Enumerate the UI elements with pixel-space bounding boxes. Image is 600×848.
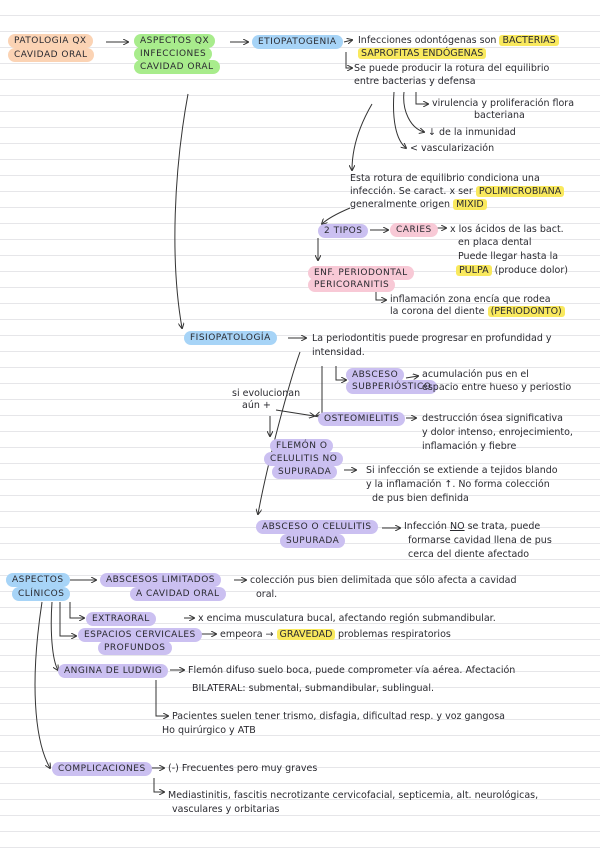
etio-line3: Se puede producir la rotura del equilibrio — [354, 63, 550, 74]
etio-sub1: virulencia y proliferación flora — [432, 98, 575, 109]
caries-desc3: Puede llegar hasta la — [458, 251, 559, 262]
rotura-line3: generalmente origen MIXID — [350, 198, 487, 211]
arrow-rotura-to-tipos — [322, 208, 350, 224]
osteo-desc1: destrucción ósea significativa — [422, 413, 563, 424]
aspectos-clinicos-line2: CLÍNICOS — [12, 587, 70, 601]
aspectos-qx-line2: INFECCIONES — [134, 47, 212, 61]
si-evolucionan: si evolucionan — [232, 388, 301, 399]
absceso-celulitis-tag-line1: ABSCESO O CELULITIS — [256, 520, 378, 534]
angina-ludwig-tag: ANGINA DE LUDWIG — [58, 664, 168, 678]
arrow-sub1 — [416, 92, 428, 104]
osteo-desc3: inflamación y fiebre — [422, 441, 517, 452]
etio-sub3: < vascularización — [410, 143, 495, 154]
comp-desc3: vasculares y orbitarias — [172, 804, 280, 815]
arrow-angina-down — [156, 680, 168, 716]
complicaciones-tag: COMPLICACIONES — [52, 762, 152, 776]
caries-desc4: PULPA (produce dolor) — [456, 264, 568, 277]
arrow-enf-to-inf — [376, 292, 386, 300]
arrow-to-angina — [51, 602, 58, 670]
extraoral-desc: x encima musculatura bucal, afectando región submandibular. — [198, 613, 496, 624]
arrow-si-to-osteo — [276, 410, 314, 416]
flemon-desc3: de pus bien definida — [372, 493, 469, 504]
abscel-desc1: Infección NO se trata, puede — [404, 521, 541, 532]
abscel-desc3: cerca del diente afectado — [408, 549, 530, 560]
absceso-celulitis-tag-line2: SUPURADA — [280, 534, 345, 548]
arrow-to-complicaciones — [35, 602, 50, 768]
etio-line2: SAPROFITAS ENDÓGENAS — [358, 47, 486, 60]
abscel-desc2: formarse cavidad llena de pus — [408, 535, 552, 546]
etio-sub1b: bacteriana — [474, 110, 525, 121]
osteomielitis-tag: OSTEOMIELITIS — [318, 412, 405, 426]
flemon-desc1: Si infección se extiende a tejidos blando — [366, 465, 558, 476]
aspectos-qx-line3: CAVIDAD ORAL — [134, 60, 220, 74]
tipos-tag: 2 TIPOS — [318, 224, 368, 238]
aspectos-clinicos-line1: ASPECTOS — [6, 573, 70, 587]
etio-sub2: ↓ de la inmunidad — [428, 127, 516, 138]
arrow-etio-to-infecciones — [344, 40, 352, 42]
abscesos-limitados-line2: A CAVIDAD ORAL — [130, 587, 226, 601]
espacios-desc: empeora → GRAVEDAD — [220, 628, 335, 641]
fisio-desc1: La periodontitis puede progresar en profundidad y — [312, 333, 552, 344]
arrow-fisio-down — [258, 352, 300, 514]
arrow-to-absceso — [336, 366, 346, 380]
title-patologia: PATOLOGIA QX — [8, 34, 93, 48]
enf-periodontal-tag: ENF. PERIODONTAL — [308, 266, 414, 280]
flemon-tag-line3: SUPURADA — [272, 465, 337, 479]
comp-desc2: Mediastinitis, fascitis necrotizante cervicofacial, septicemia, alt. neurológicas, — [168, 790, 539, 801]
etio-line4: entre bacterias y defensa — [354, 76, 476, 87]
comp-desc1: (-) Frecuentes pero muy graves — [168, 763, 318, 774]
angina-desc1: Flemón difuso suelo boca, puede comprometer vía aérea. Afectación — [188, 665, 516, 676]
espacios-cervicales-line1: ESPACIOS CERVICALES — [78, 628, 202, 642]
absceso-tag-line2: SUBPERIÓSTICO — [346, 380, 437, 394]
angina-desc3: Pacientes suelen tener trismo, disfagia, dificultad resp. y voz gangosa — [172, 711, 505, 722]
arrow-sub2 — [404, 92, 424, 132]
rotura-line1: Esta rotura de equilibrio condiciona una — [350, 173, 540, 184]
inflamacion-line1: inflamación zona encía que rodea — [390, 294, 551, 305]
fisiopatologia-tag: FISIOPATOLOGÍA — [184, 331, 277, 345]
arrow-absceso-to-desc — [406, 376, 418, 378]
angina-desc4: Ho quirúrgico y ATB — [162, 725, 256, 736]
etiopatogenia-tag: ETIOPATOGENIA — [252, 35, 343, 49]
arrow-to-rotura — [352, 104, 372, 170]
pericoranitis-tag: PERICORANITIS — [308, 278, 395, 292]
flemon-tag-line2: CELULITIS NO — [264, 452, 343, 466]
angina-desc2: BILATERAL: submental, submandibular, sublingual. — [192, 683, 435, 694]
caries-desc1: x los ácidos de las bact. — [450, 224, 564, 235]
inflamacion-line2: la corona del diente (PERIODONTO) — [390, 305, 565, 318]
aspectos-qx-line1: ASPECTOS QX — [134, 34, 215, 48]
caries-desc2: en placa dental — [458, 237, 532, 248]
absceso-tag-line1: ABSCESO — [346, 368, 404, 382]
arrow-to-extraoral — [70, 602, 84, 618]
abscesos-desc1: colección pus bien delimitada que sólo afecta a cavidad — [250, 575, 517, 586]
aun-mas: aún + — [242, 400, 271, 411]
fisio-desc2: intensidad. — [312, 347, 365, 358]
title-cavidad-oral: CAVIDAD ORAL — [8, 48, 94, 62]
flemon-tag-line1: FLEMÓN O — [270, 439, 333, 453]
espacios-cervicales-line2: PROFUNDOS — [98, 641, 172, 655]
flemon-desc2: y la inflamación ↑. No forma colección — [366, 479, 550, 490]
arrow-to-espacios — [60, 602, 76, 636]
absceso-desc2: espacio entre hueso y periostio — [422, 382, 572, 393]
absceso-desc1: acumulación pus en el — [422, 369, 529, 380]
arrow-sub3 — [394, 92, 407, 148]
extraoral-tag: EXTRAORAL — [86, 612, 156, 626]
osteo-desc2: y dolor intenso, enrojecimiento, — [422, 427, 573, 438]
arrow-comp-down — [154, 778, 164, 792]
caries-tag: CARIES — [390, 223, 438, 237]
espacios-prob: problemas respiratorios — [338, 629, 451, 640]
abscesos-desc2: oral. — [256, 589, 278, 600]
abscesos-limitados-line1: ABSCESOS LIMITADOS — [100, 573, 221, 587]
arrow-aspectos-to-fisio — [175, 94, 188, 328]
etio-line1: Infecciones odontógenas son BACTERIAS — [358, 34, 559, 47]
rotura-line2: infección. Se caract. x ser POLIMICROBIANA — [350, 185, 564, 198]
arrow-to-osteo — [316, 366, 322, 416]
arrow-etio-down — [346, 52, 352, 68]
